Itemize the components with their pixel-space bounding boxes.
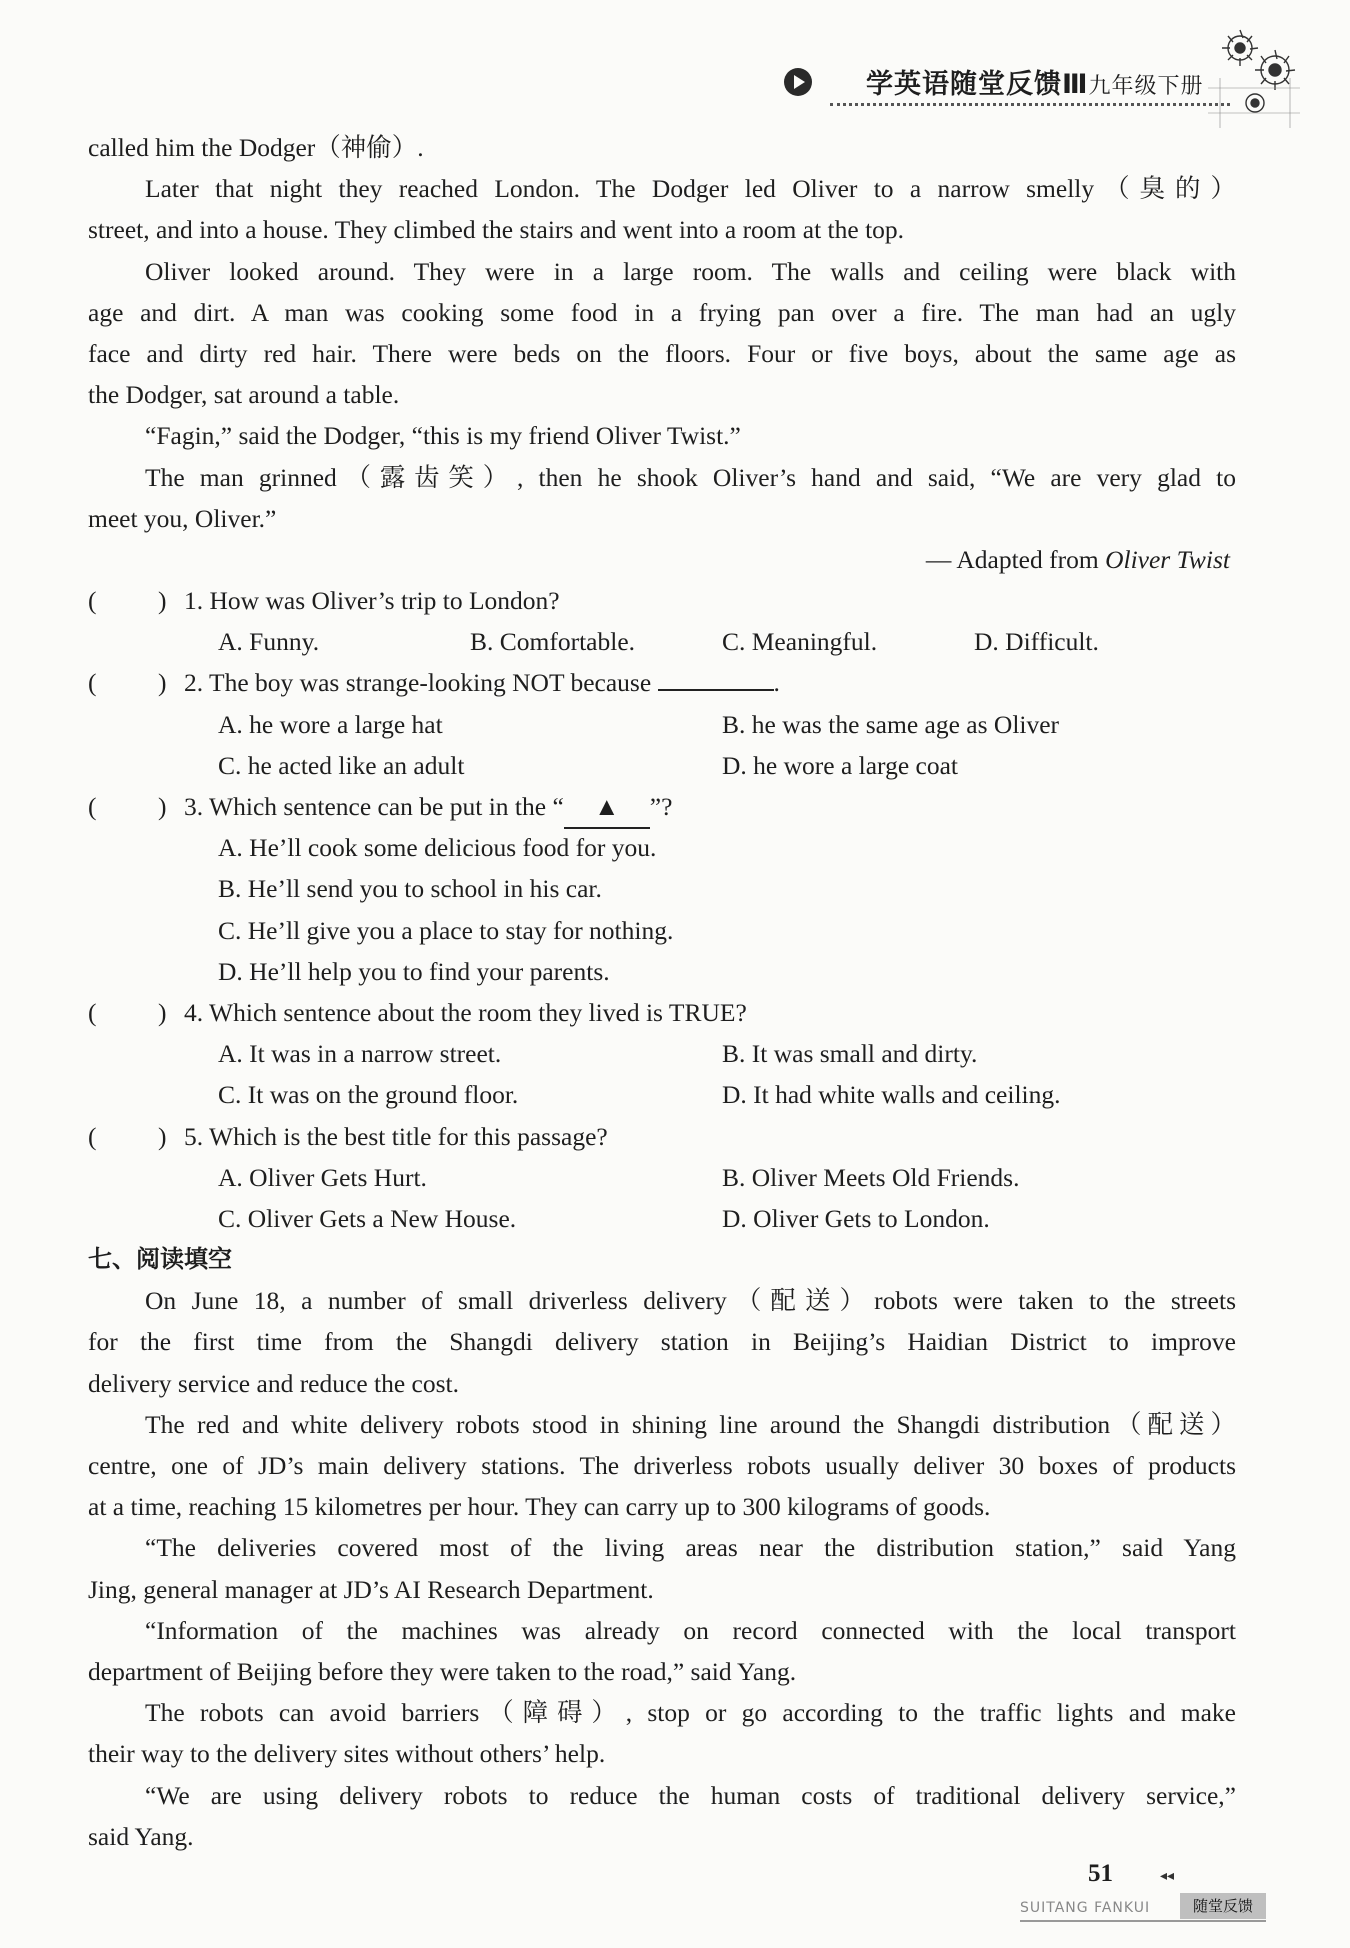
question-2-options-row2 xyxy=(88,745,1236,786)
play-icon xyxy=(784,68,812,96)
question-stem xyxy=(184,662,780,703)
question-3-option-c xyxy=(88,910,1236,951)
question-4-options-row2 xyxy=(88,1074,1236,1115)
option-d[interactable]: D. He’ll help you to find your parents. xyxy=(218,956,610,986)
question-3-option-b xyxy=(88,868,1236,909)
passage-source xyxy=(88,539,1236,580)
option-a[interactable]: A. He’ll cook some delicious food for you. xyxy=(218,833,657,863)
answer-paren-close: ) xyxy=(158,586,167,616)
option-d[interactable]: D. he wore a large coat xyxy=(722,750,958,780)
option-a[interactable]: A. It was in a narrow street. xyxy=(218,1039,502,1069)
passage-line: said Yang. xyxy=(88,1821,194,1851)
source-prefix: — Adapted from xyxy=(925,544,1106,574)
passage-line: Jing, general manager at JD’s AI Research Department. xyxy=(88,1574,654,1604)
answer-paren-open[interactable]: ( xyxy=(88,997,97,1027)
passage-line: “We are using delivery robots to reduce the human costs of traditional delivery service,” xyxy=(145,1780,1236,1810)
answer-paren-close: ) xyxy=(158,997,167,1027)
option-c[interactable]: C. It was on the ground floor. xyxy=(218,1080,519,1110)
question-3-option-d xyxy=(88,951,1236,992)
answer-paren-close: ) xyxy=(158,792,167,821)
passage-line: Oliver looked around. They were in a large room. The walls and ceiling were black with xyxy=(145,256,1236,286)
passage-line: The red and white delivery robots stood in shining line around the Shangdi distribution（配送） xyxy=(145,1409,1236,1439)
passage-line: department of Beijing before they were taken to the road,” said Yang. xyxy=(88,1656,797,1686)
answer-paren-open[interactable]: ( xyxy=(88,1121,97,1151)
question-3 xyxy=(88,786,1236,827)
option-a[interactable]: A. he wore a large hat xyxy=(218,709,443,739)
option-d[interactable]: D. It had white walls and ceiling. xyxy=(722,1080,1061,1110)
answer-blank xyxy=(658,669,774,691)
stem-text: 2. The boy was strange-looking NOT because xyxy=(184,668,658,698)
stem-end: ”? xyxy=(649,792,673,821)
question-3-option-a xyxy=(88,827,1236,868)
stem-end: . xyxy=(773,668,780,698)
passage-line: for the first time from the Shangdi delivery station in Beijing’s Haidian District to improve xyxy=(88,1327,1236,1357)
question-4-options-row1 xyxy=(88,1033,1236,1074)
option-b[interactable]: B. Comfortable. xyxy=(470,627,636,657)
option-b[interactable]: B. He’ll send you to school in his car. xyxy=(218,874,602,904)
flower-decoration-icon xyxy=(1200,18,1310,133)
passage-line: The man grinned（露齿笑）, then he shook Oliver’s hand and said, “We are very glad to xyxy=(145,462,1236,492)
passage-line: delivery service and reduce the cost. xyxy=(88,1368,459,1398)
question-stem: 1. How was Oliver’s trip to London? xyxy=(184,586,560,616)
double-arrow-icon: ◂◂ xyxy=(1160,1868,1175,1884)
passage-line: “Information of the machines was already on record connected with the local transport xyxy=(145,1615,1236,1645)
page-number: 51 xyxy=(1088,1860,1113,1887)
passage-line: street, and into a house. They climbed the stairs and went into a room at the top. xyxy=(88,215,905,245)
option-b[interactable]: B. he was the same age as Oliver xyxy=(722,709,1060,739)
question-1 xyxy=(88,580,1236,621)
passage-line: face and dirty red hair. There were beds on the floors. Four or five boys, about the same age as xyxy=(88,338,1236,368)
question-1-options xyxy=(88,621,1236,662)
page-header xyxy=(0,0,1350,140)
passage-line: at a time, reaching 15 kilometres per hour. They can carry up to 300 kilograms of goods. xyxy=(88,1492,991,1522)
triangle-blank: ▲ xyxy=(564,786,650,829)
option-d[interactable]: D. Difficult. xyxy=(974,627,1099,657)
passage-line: meet you, Oliver.” xyxy=(88,503,277,533)
option-b[interactable]: B. It was small and dirty. xyxy=(722,1039,978,1069)
passage-line: the Dodger, sat around a table. xyxy=(88,380,400,410)
passage-line: their way to the delivery sites without others’ help. xyxy=(88,1739,606,1769)
answer-paren-open[interactable]: ( xyxy=(88,586,97,616)
grade-label: 九年级下册 xyxy=(1088,74,1204,99)
question-5-options-row1 xyxy=(88,1157,1236,1198)
question-4 xyxy=(88,992,1236,1033)
option-c[interactable]: C. he acted like an adult xyxy=(218,750,465,780)
passage-line: centre, one of JD’s main delivery stations. The driverless robots usually deliver 30 boxes of products xyxy=(88,1451,1236,1480)
option-c[interactable]: C. Oliver Gets a New House. xyxy=(218,1203,517,1233)
option-c[interactable]: C. Meaningful. xyxy=(722,627,878,657)
footer-brand: SUITANG FANKUI xyxy=(1020,1900,1151,1916)
answer-paren-close: ) xyxy=(158,1121,167,1151)
question-5-options-row2 xyxy=(88,1198,1236,1239)
passage-line: “Fagin,” said the Dodger, “this is my friend Oliver Twist.” xyxy=(145,421,741,451)
answer-paren-open[interactable]: ( xyxy=(88,668,97,698)
option-a[interactable]: A. Oliver Gets Hurt. xyxy=(218,1162,427,1192)
passage-line: On June 18, a number of small driverless delivery（配送）robots were taken to the streets xyxy=(145,1286,1236,1316)
option-a[interactable]: A. Funny. xyxy=(218,627,320,657)
option-b[interactable]: B. Oliver Meets Old Friends. xyxy=(722,1162,1020,1192)
passage-line: “The deliveries covered most of the living areas near the distribution station,” said Yang xyxy=(145,1533,1236,1563)
passage-line: age and dirt. A man was cooking some food in a frying pan over a fire. The man had an ugly xyxy=(88,297,1236,327)
question-5 xyxy=(88,1116,1236,1157)
answer-paren-open[interactable]: ( xyxy=(88,792,97,821)
footer-rule xyxy=(1020,1920,1266,1922)
answer-paren-close: ) xyxy=(158,668,167,698)
question-stem: 4. Which sentence about the room they lived is TRUE? xyxy=(184,997,747,1027)
passage-line: The robots can avoid barriers（障碍）, stop or go according to the traffic lights and make xyxy=(145,1698,1236,1728)
passage-line: called him the Dodger（神偷）. xyxy=(88,133,424,162)
question-stem: 5. Which is the best title for this passage? xyxy=(184,1121,608,1151)
passage-line: Later that night they reached London. The Dodger led Oliver to a narrow smelly（臭的） xyxy=(145,174,1236,204)
page-content xyxy=(88,127,1236,1857)
stem-text: 3. Which sentence can be put in the “ xyxy=(184,792,564,821)
footer-tab: 随堂反馈 xyxy=(1180,1893,1266,1919)
book-title: 学英语随堂反馈Ⅲ xyxy=(866,69,1089,100)
question-2-options-row1 xyxy=(88,704,1236,745)
question-stem xyxy=(184,786,672,829)
header-dotted-rule xyxy=(830,103,1230,106)
header-title xyxy=(866,62,1204,101)
question-2 xyxy=(88,662,1236,703)
source-title: Oliver Twist xyxy=(1105,544,1230,574)
section-heading: 七、阅读填空 xyxy=(88,1245,232,1274)
option-c[interactable]: C. He’ll give you a place to stay for nothing. xyxy=(218,915,674,945)
option-d[interactable]: D. Oliver Gets to London. xyxy=(722,1203,990,1233)
